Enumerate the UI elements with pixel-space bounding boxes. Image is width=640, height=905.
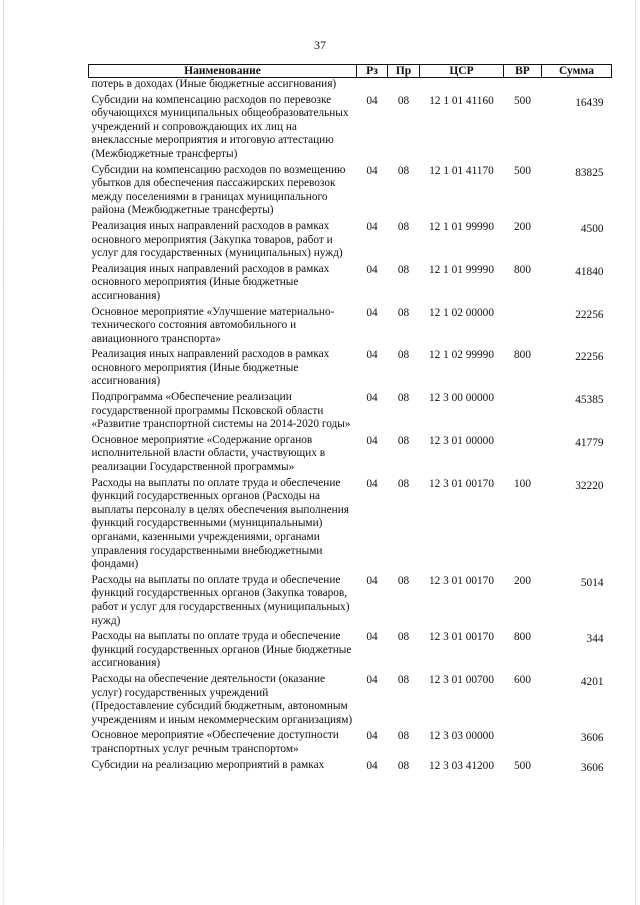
cell-pr: 08 [397,631,410,644]
header-pr: Пр [388,65,420,78]
page-number: 37 [314,38,326,52]
cell-csr: 12 1 01 99990 [429,220,494,233]
cell-vr [504,729,542,758]
cell-name: Основное мероприятие «Улучшение материально-технического состояния автомобильного и авиационного транспорта» [91,305,335,345]
table-header-row [89,65,612,78]
cell-name: Основное мероприятие «Обеспечение доступности транспортных услуг речным транспортом» [91,729,339,755]
table-row [89,477,612,574]
cell-pr: 08 [397,759,410,772]
table-row [89,164,612,220]
cell-vr: 100 [514,477,531,490]
cell-rz: 04 [366,477,378,490]
cell-vr: 500 [514,164,531,177]
cell-rz: 04 [366,164,378,177]
cell-csr: 12 1 01 41170 [429,164,494,177]
cell-sum: 5014 [580,576,604,589]
cell-pr: 08 [397,306,410,319]
cell-sum: 22256 [575,351,604,364]
cell-pr: 08 [397,94,410,107]
header-rz: Рз [357,65,388,78]
cell-rz: 04 [366,631,378,644]
table-row [89,630,612,673]
cell-name: Расходы на выплаты по оплате труда и обеспечение функций государственных органов (Закупка товаров, работ и услуг для государственных (муниципальных) нужд) [91,573,350,627]
cell-name: Расходы на выплаты по оплате труда и обеспечение функций государственных органов (Расходы на выплаты персоналу в целях обеспечения выполнения функций государственными (муниципальными) органами, казенными учреждениями, органами управления государственными внебюджетными фондами) [91,476,349,571]
cell-sum: 22256 [575,308,604,321]
cell-vr: 500 [514,759,531,772]
cell-pr: 08 [397,434,410,447]
cell-pr: 08 [397,574,410,587]
cell-name: Реализация иных направлений расходов в рамках основного мероприятия (Иные бюджетные ассигнования) [91,348,330,388]
header-vr: ВР [504,65,542,78]
table-row [89,673,612,729]
cell-name: Субсидии на реализацию мероприятий в рамках [91,758,325,771]
cell-csr: 12 1 02 00000 [429,306,494,319]
cell-rz [357,78,388,94]
header-sum: Сумма [542,65,612,78]
cell-csr: 12 1 01 99990 [429,263,494,276]
cell-rz: 04 [366,263,378,276]
cell-rz: 04 [366,349,378,362]
cell-rz: 04 [366,306,378,319]
cell-rz: 04 [366,759,378,772]
cell-pr: 08 [397,673,410,686]
cell-pr: 08 [397,730,410,743]
budget-table [88,64,612,777]
cell-sum [542,78,612,94]
cell-pr: 08 [397,220,410,233]
cell-pr: 08 [397,477,410,490]
cell-vr: 500 [514,94,531,107]
cell-pr: 08 [397,164,410,177]
cell-pr: 08 [397,349,410,362]
cell-name: потерь в доходах (Иные бюджетные ассигнования) [91,78,337,90]
table-row [89,348,612,391]
cell-vr: 800 [514,631,531,644]
cell-sum: 4500 [580,222,604,235]
cell-csr: 12 3 03 00000 [429,730,494,743]
cell-vr: 800 [514,263,531,276]
cell-csr: 12 3 01 00700 [429,673,494,686]
table-row [89,220,612,263]
cell-csr: 12 1 01 41160 [429,94,494,107]
cell-csr: 12 3 01 00170 [429,574,494,587]
cell-vr: 600 [514,673,531,686]
cell-sum: 32220 [575,479,604,492]
table-row [89,78,612,94]
cell-rz: 04 [366,673,378,686]
cell-name: Расходы на выплаты по оплате труда и обеспечение функций государственных органов (Иные бюджетные ассигнования) [91,630,352,670]
cell-vr [504,434,542,477]
cell-rz: 04 [366,730,378,743]
cell-name: Реализация иных направлений расходов в рамках основного мероприятия (Закупка товаров, работ и услуг для государственных (муниципальных) нужд) [91,219,343,260]
cell-csr: 12 3 01 00170 [429,477,494,490]
cell-pr [388,78,420,94]
cell-csr: 12 3 03 41200 [429,759,494,772]
cell-vr [504,306,542,349]
cell-rz: 04 [366,574,378,587]
cell-name: Подпрограмма «Обеспечение реализации государственной программы Псковской области «Развитие транспортной системы на 2014-2020 годы» [91,391,351,431]
header-name: Наименование [89,65,357,78]
table-row [89,306,612,349]
cell-sum: 83825 [575,166,604,179]
cell-pr: 08 [397,263,410,276]
cell-vr: 200 [514,220,531,233]
table-row [89,574,612,630]
table-body [89,78,612,778]
cell-vr [504,391,542,434]
cell-sum: 3606 [580,761,604,774]
scan-edge-right [635,0,636,905]
cell-sum: 41840 [575,265,604,278]
table-row [89,263,612,306]
cell-csr: 12 1 02 99990 [429,349,494,362]
cell-sum: 16439 [575,96,604,109]
cell-rz: 04 [366,94,378,107]
cell-sum: 41779 [575,436,604,449]
table-row [89,94,612,164]
cell-csr: 12 3 01 00170 [429,631,494,644]
cell-rz: 04 [366,392,378,405]
cell-sum: 344 [586,633,604,646]
table-row [89,759,612,778]
table-row [89,434,612,477]
cell-pr: 08 [397,392,410,405]
cell-vr: 200 [514,574,531,587]
cell-name: Субсидии на компенсацию расходов по перевозке обучающихся муниципальных общеобразовательных учреждений и сопровождающих их лиц на внеклассные мероприятия и итоговую аттестацию (Межбюджетные трансферты) [91,93,349,160]
cell-csr [420,78,504,94]
scan-edge-left [3,0,4,905]
cell-rz: 04 [366,220,378,233]
cell-name: Расходы на обеспечение деятельности (оказание услуг) государственных учреждений (Предоставление субсидий бюджетным, автономным учреждениям и иным некоммерческим организациям) [91,672,353,726]
cell-name: Основное мероприятие «Содержание органов исполнительной власти области, участвующих в реализации Государственной программы» [91,433,326,474]
header-csr: ЦСР [420,65,504,78]
cell-name: Субсидии на компенсацию расходов по возмещению убытков для обеспечения пассажирских перевозок между поселениями в границах муниципального района (Межбюджетные трансферты) [91,163,346,217]
table-row [89,391,612,434]
cell-vr [504,78,542,94]
cell-name: Реализация иных направлений расходов в рамках основного мероприятия (Иные бюджетные ассигнования) [91,262,330,302]
cell-sum: 3606 [580,732,604,745]
cell-csr: 12 3 00 00000 [429,392,494,405]
cell-sum: 4201 [580,675,604,688]
cell-sum: 45385 [575,394,604,407]
cell-rz: 04 [366,434,378,447]
cell-csr: 12 3 01 00000 [429,434,494,447]
cell-vr: 800 [514,349,531,362]
table-row [89,729,612,758]
